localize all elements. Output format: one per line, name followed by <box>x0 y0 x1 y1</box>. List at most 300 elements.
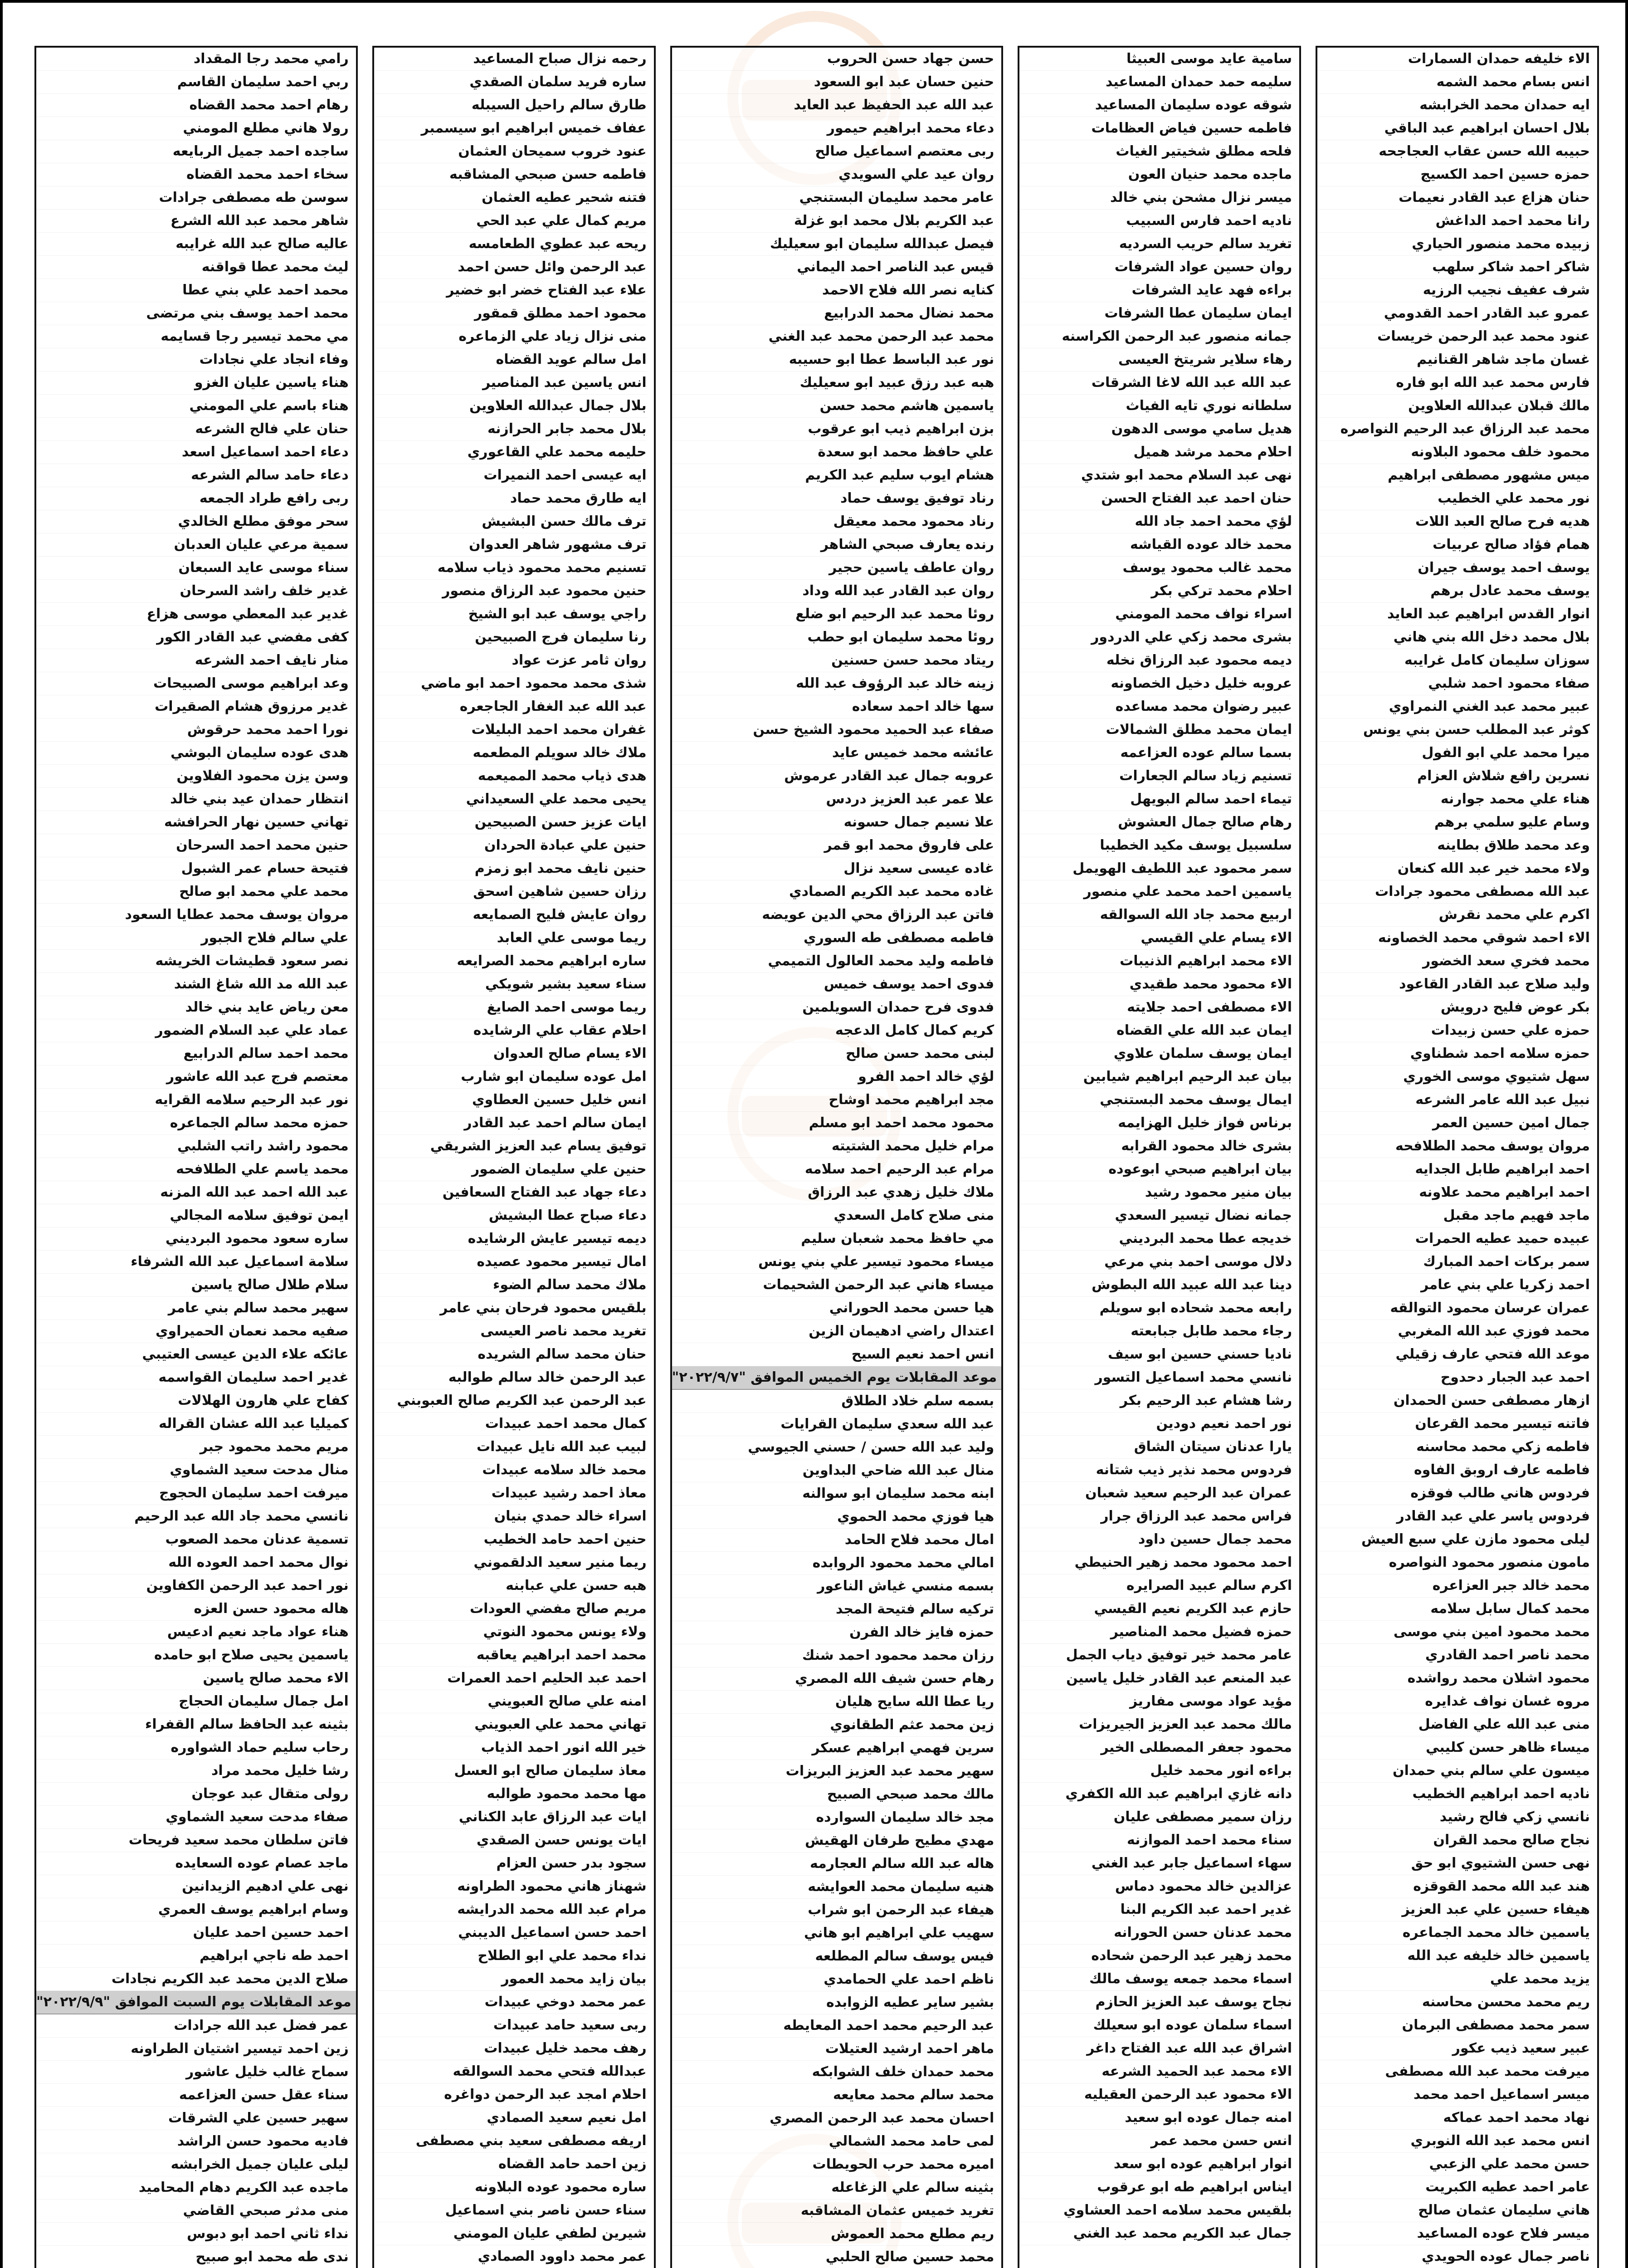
name-entry: محمد عبد الرزاق عبد الرحيم النواصره <box>1317 418 1590 441</box>
name-entry: ندى طه محمد ابو صبيح <box>36 2246 349 2268</box>
name-entry: زين احمد حامد القضاه <box>374 2153 647 2176</box>
name-entry: بيان منير محمود رشيد <box>1019 1181 1292 1204</box>
name-entry: ناديه احمد ابراهيم الخطيب <box>1317 1783 1590 1806</box>
name-entry: هدى ذياب محمد المميعمه <box>374 765 647 788</box>
name-entry: فاطمه عارف اروبق الفاوه <box>1317 1459 1590 1482</box>
name-entry: مرام عبد الله محمد الدرايشه <box>374 1898 647 1921</box>
name-entry: رجاء محمد طابل جبابعته <box>1019 1320 1292 1343</box>
name-entry: هيا حسن محمد الحوراني <box>672 1297 994 1320</box>
name-entry: فاطمه وليد محمد العالول التميمي <box>672 950 994 973</box>
name-entry: روان ثامر عزت عواد <box>374 649 647 672</box>
name-entry: احسان محمد عبد الرحمن المصري <box>672 2107 994 2130</box>
name-entry: عبد الله سعدي سليمان القرايات <box>672 1413 994 1436</box>
name-entry: بزن ابراهيم ذيب ابو عرقوب <box>672 418 994 441</box>
name-entry: ميسون علي سالم بني حمدان <box>1317 1760 1590 1783</box>
name-entry: ناديه احمد فارس السبيب <box>1019 210 1292 233</box>
name-entry: ماجده محمد حنيان العون <box>1019 163 1292 186</box>
name-entry: تركيه سالم فتيحة المجد <box>672 1598 994 1621</box>
name-entry: ليلى عليان جميل الخرابشه <box>36 2153 349 2176</box>
name-entry: رشا خليل محمد مراد <box>36 1760 349 1783</box>
name-entry: اسراء خالد حمدي بنيان <box>374 1505 647 1528</box>
name-entry: رنده يعارف صبحي الشاهر <box>672 533 994 557</box>
names-column-3 <box>670 46 1004 2268</box>
name-entry: علي سالم فلاح الجبور <box>36 927 349 950</box>
name-entry: نور احمد عبد الرحمن الكفاوين <box>36 1574 349 1598</box>
name-entry: عمرو عبد القادر احمد القدومي <box>1317 302 1590 325</box>
name-entry: حنان هزاع عبد القادر نعيمات <box>1317 186 1590 210</box>
name-entry: عبد الرحمن خالد سالم طوالبه <box>374 1366 647 1389</box>
name-entry: امال محمد فلاح الحامد <box>672 1529 994 1552</box>
name-entry: ازهار مصطفى حسن الحمدان <box>1317 1389 1590 1413</box>
name-entry: فاتن عبد الرزاق محي الدين عويضه <box>672 904 994 927</box>
name-entry: معاذ سليمان صالح ابو العسل <box>374 1760 647 1783</box>
name-entry: فاطمه مصطفى طه السوري <box>672 927 994 950</box>
name-entry: وليد صلاح عبد القادر القاعود <box>1317 973 1590 996</box>
name-entry: غفران محمد احمد البليلات <box>374 719 647 742</box>
name-entry: هناء علي محمد جوارنه <box>1317 788 1590 811</box>
name-entry: يارا عدنان سيتان الشاق <box>1019 1436 1292 1459</box>
name-entry: ريم مطلع محمد العموش <box>672 2223 994 2246</box>
name-entry: بيان ابراهيم صبحي ابوعوده <box>1019 1158 1292 1181</box>
name-entry: ايمان محمد مطلق الشمالات <box>1019 719 1292 742</box>
name-entry: ايمال يوسف محمد البستنجي <box>1019 1089 1292 1112</box>
name-entry: سلامة اسماعيل عبد الله الشرفاء <box>36 1251 349 1274</box>
name-entry: سجود بدر حسن العزام <box>374 1852 647 1875</box>
name-entry: فدوى فرح حمدان السويلمين <box>672 996 994 1019</box>
interview-date-notice: موعد المقابلات يوم الخميس الموافق "٢٠٢٢/٩/٧" <box>672 1366 1002 1390</box>
name-entry: ياسمين يحيى صلاح ابو حامده <box>36 1644 349 1667</box>
name-entry: علاء عبد الفتاح خضر ابو خضير <box>374 279 647 302</box>
name-entry: كريم كمال كامل الدعجه <box>672 1019 994 1042</box>
name-entry: على فاروق محمد ابو قمر <box>672 834 994 857</box>
name-entry: عبد الرحمن وائل حسن احمد <box>374 256 647 279</box>
name-entry: زينه خالد عبد الرؤوف عبد الله <box>672 672 994 695</box>
name-entry: عماد علي عبد السلام الضمور <box>36 1019 349 1042</box>
name-entry: اسماء سلمان عوده ابو سعيلك <box>1019 2014 1292 2037</box>
name-entry: حمزه فايز خالد الفرن <box>672 1621 994 1644</box>
name-entry: شرف عفيف نجيب الرزيه <box>1317 279 1590 302</box>
name-entry: جمال امين حسين العمر <box>1317 1112 1590 1135</box>
name-entry: نجاح صالح محمد القران <box>1317 1829 1590 1852</box>
name-entry: احمد زكريا علي بني عامر <box>1317 1274 1590 1297</box>
name-entry: حنين محمود عبد الرزاق منصور <box>374 580 647 603</box>
name-entry: عبد الله مصطفى محمود جرادات <box>1317 880 1590 904</box>
name-entry: جمانه منصور عبد الرحمن الكراسنه <box>1019 325 1292 348</box>
name-entry: تسنيم زياد سالم الجعارات <box>1019 765 1292 788</box>
name-entry: ريما منير سعيد الدلقموني <box>374 1551 647 1574</box>
name-entry: رانا محمد احمد الداغش <box>1317 210 1590 233</box>
name-entry: محمد حسين صالح الحلبي <box>672 2246 994 2268</box>
name-entry: هبه عبد رزق عبيد ابو سعيليك <box>672 371 994 395</box>
name-entry: محمود محمد احمد ابو مسلم <box>672 1112 994 1135</box>
name-entry: بلال احسان ابراهيم عبد الباقي <box>1317 117 1590 140</box>
name-entry: عمر محمد داوود الصمادي <box>374 2245 647 2268</box>
name-entry: عائشه محمد خميس عايد <box>672 742 994 765</box>
name-entry: رشا هشام عبد الرحيم بكر <box>1019 1389 1292 1413</box>
name-entry: بلال محمد دخل الله بني هاني <box>1317 626 1590 649</box>
name-entry: محمد فخري سعد الخضور <box>1317 950 1590 973</box>
names-list <box>672 48 1002 2268</box>
name-entry: الاء محمد عبد الحميد الشرعه <box>1019 2060 1292 2083</box>
name-entry: محمد علي محمد ابو صالح <box>36 880 349 904</box>
name-entry: ترف مالك حسن البشيش <box>374 510 647 533</box>
name-entry: هيا فوزي محمد الحموي <box>672 1505 994 1529</box>
name-entry: مامون منصور محمود النواصره <box>1317 1551 1590 1574</box>
name-entry: احمد حسن اسماعيل الديبني <box>374 1921 647 1945</box>
name-entry: حنين حسان عبد ابو السعود <box>672 71 994 94</box>
name-entry: حسن محمد علي الزعبي <box>1317 2153 1590 2176</box>
name-entry: ناصر جمال عوده الحويدي <box>1317 2245 1590 2268</box>
name-entry: تيماء احمد سالم البويهل <box>1019 788 1292 811</box>
name-entry: رولى متقال عبد عوجان <box>36 1783 349 1806</box>
name-entry: هناء باسم علي المومني <box>36 395 349 418</box>
name-entry: الاء مصطفى احمد جلايته <box>1019 996 1292 1019</box>
name-entry: ترف مشهور شاهر العدوان <box>374 533 647 557</box>
name-entry: احمد محمود محمد زهير الحنيطي <box>1019 1551 1292 1574</box>
name-entry: بشرى محمد زكي علي الدردور <box>1019 626 1292 649</box>
name-entry: محمد عبد الرحمن محمد عبد الغني <box>672 325 994 348</box>
name-entry: اسراء نواف محمد المومني <box>1019 603 1292 626</box>
name-entry: نداء محمد علي ابو الطلاح <box>374 1945 647 1968</box>
name-entry: حنين نايف محمد ابو زمزم <box>374 857 647 880</box>
name-entry: نجاح يوسف عبد العزيز الحازم <box>1019 1991 1292 2014</box>
name-entry: منى نزال زياد علي الزماعره <box>374 325 647 348</box>
name-entry: صفاء محمود احمد شلبي <box>1317 672 1590 695</box>
name-entry: حنان علي فالح الشرعه <box>36 418 349 441</box>
name-entry: احمد ابراهيم طابل الجدايه <box>1317 1158 1590 1181</box>
name-entry: محمد عدنان حسن الحورانه <box>1019 1921 1292 1945</box>
name-entry: سليمه حمد حمدان المساعيد <box>1019 71 1292 94</box>
name-entry: جمال عبد الكريم محمد عبد الغني <box>1019 2222 1292 2245</box>
name-entry: تهاني حسين نهار الحرافشه <box>36 811 349 834</box>
name-entry: امل نعيم سعيد الصمادي <box>374 2107 647 2130</box>
names-list <box>1019 48 1299 2245</box>
name-entry: احلام عقاب علي الرشايده <box>374 1019 647 1042</box>
name-entry: ناظم احمد علي الحمامدي <box>672 1968 994 1991</box>
name-entry: وليد عبد الله حسن / حسني الجيوسي <box>672 1436 994 1459</box>
name-entry: محمد احمد علي بني عطا <box>36 279 349 302</box>
name-entry: سلام طلال صالح ياسين <box>36 1274 349 1297</box>
name-entry: نهى حسن الشتيوي ابو حق <box>1317 1852 1590 1875</box>
name-entry: الاء احمد شوقي محمد الخصاونه <box>1317 927 1590 950</box>
name-entry: محمد محمود امين بني موسى <box>1317 1621 1590 1644</box>
name-entry: راجي يوسف عبد ابو الشيخ <box>374 603 647 626</box>
name-entry: ياسمين احمد محمد علي منصور <box>1019 880 1292 904</box>
name-entry: حمزه علي حسن زبيدات <box>1317 1019 1590 1042</box>
name-entry: لؤي خالد احمد الفرو <box>672 1066 994 1089</box>
name-entry: فيس يوسف سالم المطلعه <box>672 1945 994 1968</box>
name-entry: ماجد فهيم ماجد مقبل <box>1317 1204 1590 1227</box>
name-entry: نور احمد نعيم دودين <box>1019 1413 1292 1436</box>
name-entry: بكر عوض فليح درويش <box>1317 996 1590 1019</box>
name-entry: برناس فواز خليل الهزايمه <box>1019 1112 1292 1135</box>
name-entry: اريفه مصطفى سعيد بني مصطفى <box>374 2130 647 2153</box>
name-entry: سوزان سليمان كامل غرايبه <box>1317 649 1590 672</box>
name-entry: فاطمه حسين فياض العظامات <box>1019 117 1292 140</box>
name-entry: ياسمين هاشم محمد حسن <box>672 395 994 418</box>
name-entry: توفيق يسام عبد العزيز الشريقي <box>374 1135 647 1158</box>
name-entry: شيرين لطفي عليان المومني <box>374 2222 647 2245</box>
name-entry: يحيى محمد علي السعيداني <box>374 788 647 811</box>
name-entry: فاتن سلطان محمد سعيد فريحات <box>36 1829 349 1852</box>
name-entry: سمر محمود عبد اللطيف الهويمل <box>1019 857 1292 880</box>
name-entry: ديمه تيسير عايش الرشايده <box>374 1227 647 1251</box>
name-entry: ريا عطا الله سايح هليان <box>672 1691 994 1714</box>
name-entry: نور محمد علي الخطيب <box>1317 487 1590 510</box>
name-entry: دعاء صباح عطا البشيش <box>374 1204 647 1227</box>
name-entry: حبيبه الله حسن عقاب العجاجحه <box>1317 140 1590 163</box>
name-entry: عامر احمد عطيه الكبريت <box>1317 2176 1590 2199</box>
name-entry: الاء محمد ابراهيم الذنيبات <box>1019 950 1292 973</box>
name-entry: صفاء مدحت سعيد الشماوي <box>36 1806 349 1829</box>
name-entry: سماح غالب خليل عاشور <box>36 2061 349 2084</box>
name-entry: عمر محمد دوخي عبيدات <box>374 1991 647 2014</box>
name-entry: اميره محمد حرب الحويطات <box>672 2153 994 2176</box>
name-entry: سهل شتيوي موسى الخوري <box>1317 1066 1590 1089</box>
name-entry: سها خالد احمد سعاده <box>672 695 994 719</box>
name-entry: ربي احمد سليمان القاسم <box>36 71 349 94</box>
name-entry: احمد ابراهيم محمد علاونه <box>1317 1181 1590 1204</box>
name-entry: هناء عواد ماجد نعيم ادعيس <box>36 1621 349 1644</box>
name-entry: عبد الله عبد الله لاغا الشرقات <box>1019 371 1292 395</box>
name-entry: مالك محمد صبحي الصبيح <box>672 1783 994 1806</box>
name-entry: مهدي مطيح طرفان الهقيش <box>672 1829 994 1853</box>
name-entry: تسمية عدنان محمد الصعوب <box>36 1528 349 1551</box>
name-entry: حنين محمد احمد السرحان <box>36 834 349 857</box>
name-entry: ياسمين خالد محمد الجماعره <box>1317 1921 1590 1945</box>
name-entry: حنين علي عبادة الحردان <box>374 834 647 857</box>
name-entry: ايناس ابراهيم طه ابو عرقوب <box>1019 2176 1292 2199</box>
name-entry: منى عبد الله علي الفاضل <box>1317 1713 1590 1736</box>
name-entry: امالي محمد محمود الروابده <box>672 1552 994 1575</box>
name-entry: عنود محمد عبد الرحمن خريسات <box>1317 325 1590 348</box>
name-entry: سناء عقل حسن العزاعمه <box>36 2084 349 2107</box>
name-entry: يوسف محمد عادل برهم <box>1317 580 1590 603</box>
name-entry: محمد زهير عبد الرحمن شحاده <box>1019 1945 1292 1968</box>
name-entry: شاكر احمد شاكر سلهب <box>1317 256 1590 279</box>
name-entry: فردوس ياسر علي عبد القادر <box>1317 1505 1590 1528</box>
name-entry: احلام محمد تركي بكر <box>1019 580 1292 603</box>
name-entry: سرين فهمي ابراهيم عسكر <box>672 1737 994 1760</box>
name-entry: مالك محمد عبد العزيز الجيريزات <box>1019 1713 1292 1736</box>
name-entry: غدير احمد سليمان القواسمه <box>36 1366 349 1389</box>
name-entry: جمانه نضال تيسير السعدي <box>1019 1204 1292 1227</box>
name-entry: كفى مفضي عبد القادر الكور <box>36 626 349 649</box>
name-entry: ملاك خالد سويلم المطعمه <box>374 742 647 765</box>
name-entry: ولاء محمد خير عبد الله كنعان <box>1317 857 1590 880</box>
name-entry: رناد توفيق يوسف حماد <box>672 487 994 510</box>
name-entry: ميس مشهور مصطفى ابراهيم <box>1317 464 1590 487</box>
name-entry: هيفاء عبد الرحمن ابو شراب <box>672 1899 994 1922</box>
names-list <box>374 48 654 2268</box>
name-entry: شهناز هاني محمود الطراونه <box>374 1875 647 1898</box>
name-entry: مؤيد عواد موسى مفاريز <box>1019 1690 1292 1713</box>
name-entry: رهام صالح جمال العشوش <box>1019 811 1292 834</box>
name-entry: شذى محمد محمود احمد ابو ماضي <box>374 672 647 695</box>
name-entry: محمد كمال سابل سلامه <box>1317 1598 1590 1621</box>
name-entry: منال عبد الله ضاحي البداوين <box>672 1459 994 1482</box>
name-entry: ساره محمود عوده البلاونه <box>374 2176 647 2199</box>
name-entry: نانسي زكي فالح رشيد <box>1317 1806 1590 1829</box>
name-entry: هشام ايوب سليم عبد الكريم <box>672 464 994 487</box>
name-entry: مي محمد تيسير رجا قسايمه <box>36 325 349 348</box>
name-entry: فاطمه حسن صبحي المشاقبه <box>374 163 647 186</box>
name-entry: سخاء احمد محمد القضاه <box>36 163 349 186</box>
name-entry: عبيده حميد عطيه الحمرات <box>1317 1227 1590 1251</box>
name-entry: عروبه جمال عبد القادر عرموش <box>672 765 994 788</box>
name-entry: نصر سعود قطيشات الخريشه <box>36 950 349 973</box>
name-entry: زبيده محمد منصور الحياري <box>1317 233 1590 256</box>
name-entry: سوسن طه مصطفى جرادات <box>36 186 349 210</box>
name-entry: انوار القدس ابراهيم عبد العايد <box>1317 603 1590 626</box>
name-entry: عامر محمد خير توفيق دياب الجمل <box>1019 1644 1292 1667</box>
name-entry: نداء ثاني احمد ابو دبوس <box>36 2223 349 2246</box>
name-entry: روئا محمد عبد الرحيم ابو ضلع <box>672 603 994 626</box>
name-entry: رهف محمد خليل عبيدات <box>374 2037 647 2060</box>
name-entry: ايمان يوسف سلمان علاوي <box>1019 1042 1292 1066</box>
name-entry: روئا محمد سليمان ابو حطب <box>672 626 994 649</box>
name-entry: عبير رضوان محمد مساعده <box>1019 695 1292 719</box>
name-entry: ميرا محمد علي ابو الفول <box>1317 742 1590 765</box>
name-entry: بلال محمد جابر الحرازنه <box>374 418 647 441</box>
name-entry: حمزه محمد سالم الجماعره <box>36 1112 349 1135</box>
name-entry: انس احمد نعيم السيح <box>672 1343 994 1366</box>
name-entry: هنيه سليمان محمد العوايشه <box>672 1876 994 1899</box>
name-entry: بشير ساير عطيه الزوابده <box>672 1991 994 2014</box>
name-entry: سناء محمد احمد الموازنه <box>1019 1829 1292 1852</box>
name-entry: رامي محمد رجا المقداد <box>36 48 349 71</box>
name-entry: محمد سالم محمد معايعه <box>672 2084 994 2107</box>
name-entry: حنان محمد سالم الشريده <box>374 1343 647 1366</box>
name-entry: مرام خليل محمد الشتيته <box>672 1135 994 1158</box>
name-entry: امنه علي صالح العبويني <box>374 1690 647 1713</box>
name-entry: غاده عيسى سعيد نزال <box>672 857 994 880</box>
name-entry: عبدالله فتحي محمد السوالقه <box>374 2060 647 2083</box>
name-entry: مروه غسان نواف غدايره <box>1317 1690 1590 1713</box>
names-column-4 <box>372 46 656 2268</box>
names-list <box>1317 48 1597 2268</box>
name-entry: اشراق عبد الله عبد الفتاح داغر <box>1019 2037 1292 2060</box>
name-entry: عمر فضل عبد الله جرادات <box>36 2014 349 2038</box>
name-entry: نبيل عبد الله عامر الشرعه <box>1317 1089 1590 1112</box>
name-entry: غسان ماجد شاهر القنانيم <box>1317 348 1590 371</box>
name-entry: موعد الله فتحي عارف زقيلي <box>1317 1343 1590 1366</box>
name-entry: دعاء جهاد عبد الفتاح السعافين <box>374 1181 647 1204</box>
name-entry: فلحه مطلق شخيتير الغياث <box>1019 140 1292 163</box>
name-entry: بسمه سلم خلاد الطلاق <box>672 1390 994 1413</box>
name-entry: منى مدثر صبحي القاضي <box>36 2200 349 2223</box>
name-entry: مها محمد محمود طوالبه <box>374 1783 647 1806</box>
name-entry: سمر بركات احمد المبارك <box>1317 1251 1590 1274</box>
name-entry: فاتنه تيسير محمد القرعان <box>1317 1413 1590 1436</box>
name-entry: امل جمال سليمان الحجاج <box>36 1690 349 1713</box>
name-entry: صلاح الدين محمد عبد الكريم نجادات <box>36 1968 349 1991</box>
name-entry: هناء ياسين عليان الغزو <box>36 371 349 395</box>
name-entry: انس ياسين عبد المناصير <box>374 371 647 395</box>
name-entry: ايات عزيز حسن الصبيحين <box>374 811 647 834</box>
names-column-1 <box>1316 46 1599 2268</box>
name-entry: ايه طارق محمد حماد <box>374 487 647 510</box>
name-entry: هديه فرح صالح العبد اللات <box>1317 510 1590 533</box>
name-entry: براءه فهد عايد الشرفات <box>1019 279 1292 302</box>
name-entry: فيصل عبدالله سليمان ابو سعيليك <box>672 233 994 256</box>
name-entry: فتنه شحير عطيه العثمان <box>374 186 647 210</box>
name-entry: براءه انور محمد خليل <box>1019 1760 1292 1783</box>
name-entry: ايات يونس حسن الصقدي <box>374 1829 647 1852</box>
name-entry: عاليه صالح عبد الله غرايبه <box>36 233 349 256</box>
name-entry: ميرفت احمد سليمان الحجوج <box>36 1482 349 1505</box>
name-entry: حنان احمد عبد الفتاح الحسن <box>1019 487 1292 510</box>
name-entry: عمران عرسان محمود التوالقه <box>1317 1297 1590 1320</box>
name-entry: عبير محمد عبد الغني النمراوي <box>1317 695 1590 719</box>
name-entry: خير الله انور احمد الذياب <box>374 1736 647 1760</box>
name-entry: اكرم علي محمد نقرش <box>1317 904 1590 927</box>
name-entry: اعتدال راضي ادهيمان الزين <box>672 1320 994 1343</box>
name-entry: ميساء ظاهر حسن كليبي <box>1317 1736 1590 1760</box>
name-entry: بيان زايد محمد العمور <box>374 1968 647 1991</box>
name-entry: عامر محمد سليمان البستنجي <box>672 186 994 210</box>
name-entry: الاء محمود عبد الرحمن العقيليه <box>1019 2083 1292 2107</box>
name-entry: كميليا عبد الله عشان القراله <box>36 1413 349 1436</box>
name-entry: رهام احمد محمد القضاه <box>36 94 349 117</box>
name-entry: خديجه عطا محمد البرديني <box>1019 1227 1292 1251</box>
name-entry: مالك قبلان عبدالله العلاوين <box>1317 395 1590 418</box>
names-list <box>36 48 356 2268</box>
name-entry: ريحه عبد عطوي الطعامسه <box>374 233 647 256</box>
name-entry: منى صلاح كامل السعدي <box>672 1204 994 1227</box>
name-entry: حليمه محمد علي القاعوري <box>374 441 647 464</box>
name-entry: محمد خالد عوده القياشه <box>1019 533 1292 557</box>
name-entry: وسن يزن محمود الفلاوين <box>36 765 349 788</box>
name-entry: محمد خالد جبر العزاعره <box>1317 1574 1590 1598</box>
name-entry: محمد نضال محمد الدرابيع <box>672 302 994 325</box>
name-entry: دعاء حامد سالم الشرعه <box>36 464 349 487</box>
name-entry: رناد محمود محمد معيقل <box>672 510 994 533</box>
name-entry: ميسر فلاح عوده المساعيد <box>1317 2222 1590 2245</box>
name-entry: هدى عوده سليمان البوشي <box>36 742 349 765</box>
name-entry: عبد الرحيم محمد احمد المعايطه <box>672 2014 994 2038</box>
name-entry: روان حسين عواد الشرفات <box>1019 256 1292 279</box>
name-entry: غاده محمد عبد الكريم الصمادي <box>672 880 994 904</box>
name-entry: ايمان سليمان عطا الشرفات <box>1019 302 1292 325</box>
name-entry: ريما موسى علي العابد <box>374 927 647 950</box>
name-entry: ديمه محمود عبد الرزاق نخله <box>1019 649 1292 672</box>
name-entry: امل سالم عويد القضاه <box>374 348 647 371</box>
name-entry: انتظار حمدان عيد بني خالد <box>36 788 349 811</box>
name-entry: همام فؤاد صالح عربيات <box>1317 533 1590 557</box>
name-entry: اربيع محمد جاد الله السوالقه <box>1019 904 1292 927</box>
name-entry: بشرى خالد محمود القرابه <box>1019 1135 1292 1158</box>
name-entry: حسن جهاد حسن الحروب <box>672 48 994 71</box>
name-entry: علا نسيم جمال حسونه <box>672 811 994 834</box>
name-entry: صفاء عبد الحميد محمود الشيخ حسن <box>672 719 994 742</box>
name-entry: ايمان عبد الله علي القضاه <box>1019 1019 1292 1042</box>
name-entry: كمال محمد احمد عبيدات <box>374 1413 647 1436</box>
name-entry: غدير احمد عبد الكريم البنا <box>1019 1898 1292 1921</box>
name-entry: هديل سامي موسى الدهون <box>1019 418 1292 441</box>
name-entry: ليلى محمود مازن علي سبع العيش <box>1317 1528 1590 1551</box>
name-entry: اسماء محمد جمعه يوسف مالك <box>1019 1968 1292 1991</box>
name-entry: سحر موفق مطلع الخالدي <box>36 510 349 533</box>
name-entry: ماجد عصام عوده السعايده <box>36 1852 349 1875</box>
name-entry: هاله عبد الله سالم العجارمه <box>672 1853 994 1876</box>
name-entry: ايمان سالم احمد عبد القادر <box>374 1112 647 1135</box>
name-entry: منار نايف احمد الشرعه <box>36 649 349 672</box>
name-entry: اكرم سالم عبيد الصرايره <box>1019 1574 1292 1598</box>
name-entry: بلقيس محمود فرحان بني عامر <box>374 1297 647 1320</box>
name-entry: عبير سعيد ذيب عكور <box>1317 2037 1590 2060</box>
name-entry: تغريد سالم حريب السرديه <box>1019 233 1292 256</box>
